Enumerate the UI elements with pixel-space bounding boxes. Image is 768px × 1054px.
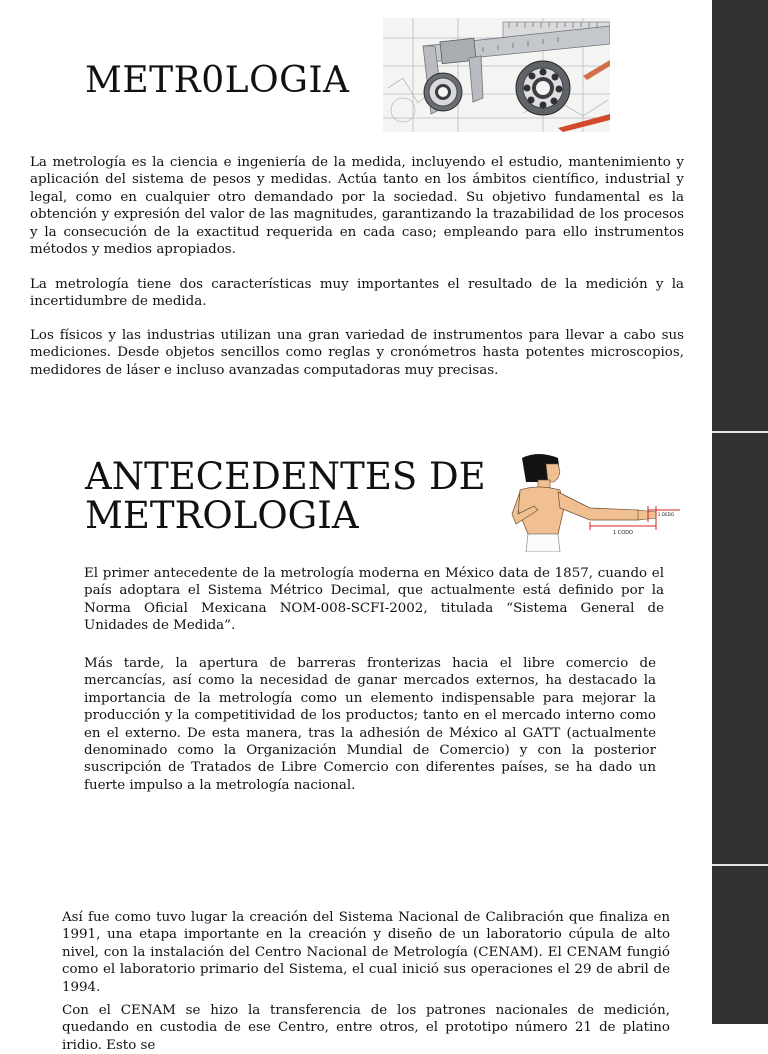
- caliper-bearings-image: [383, 18, 610, 132]
- page-separator: [712, 864, 768, 866]
- paragraph-first-antecedent: El primer antecedente de la metrología moderna en México data de 1857, cuando el país adoptara el Sistema Métrico Decimal, que actualmente está definido por la Norma Oficial Mexicana NOM-008-SCFI-2002, titulada “Sistema General de Unidades de Medida”.: [84, 566, 664, 634]
- paragraph-definition: La metrología es la ciencia e ingeniería de la medida, incluyendo el estudio, mantenimiento y aplicación del sistema de pesos y medidas. Actúa tanto en los ámbitos científico, industrial y legal, como en cualquier otro demandado por la sociedad. Su objetivo fundamental es la obtención y expresión del valor de las magnitudes, garantizando la trazabilidad de los procesos y la consecución de la exactitud requerida en cada caso; empleando para ello instrumentos métodos y medios apropiados.: [30, 155, 684, 258]
- section-title-metrologia: METR0LOGIA: [85, 60, 350, 101]
- cubit-label: 1 CODO: [613, 530, 633, 536]
- egyptian-cubit-figure-image: [498, 452, 680, 552]
- page-separator: [712, 431, 768, 433]
- paragraph-cenam-creation: Así fue como tuvo lugar la creación del Sistema Nacional de Calibración que finaliza en 1991, una etapa importante en la creación y diseño de un laboratorio cúpula de alto nivel, con la instalación del Centro Nacional de Metrología (CENAM). El CENAM fungió como el laboratorio primario del Sistema, el cual inició sus operaciones el 29 de abril de 1994.: [62, 910, 670, 995]
- paragraph-cenam-transfer: Con el CENAM se hizo la transferencia de los patrones nacionales de medición, quedando en custodia de ese Centro, entre otros, el prototipo número 21 de platino iridio. Esto se: [62, 1003, 670, 1053]
- paragraph-characteristics: La metrología tiene dos características muy importantes el resultado de la medición y la incertidumbre de medida.: [30, 277, 684, 310]
- section-title-antecedentes: ANTECEDENTES DE METROLOGIA: [85, 455, 486, 537]
- paragraph-free-trade: Más tarde, la apertura de barreras fronterizas hacia el libre comercio de mercancías, así como la necesidad de ganar mercados externos, ha destacado la importancia de la metrología como un elemento indispensable para mejorar la producción y la competitividad de los productos; tanto en el mercado interno como en el externo. De esta manera, tras la adhesión de México al GATT (actualmente denominado como la Organización Mundial de Comercio) y con la posterior suscripción de Tratados de Libre Comercio con diferentes países, se ha dado un fuerte impulso a la metrología nacional.: [84, 656, 656, 793]
- viewer-side-panel[interactable]: [712, 0, 768, 1024]
- paragraph-instruments: Los físicos y las industrias utilizan una gran variedad de instrumentos para llevar a cabo sus mediciones. Desde objetos sencillos como reglas y cronómetros hasta potentes microscopios, medidores de láser e incluso avanzadas computadoras muy precisas.: [30, 328, 684, 378]
- finger-label: 1 DEDO: [657, 512, 675, 517]
